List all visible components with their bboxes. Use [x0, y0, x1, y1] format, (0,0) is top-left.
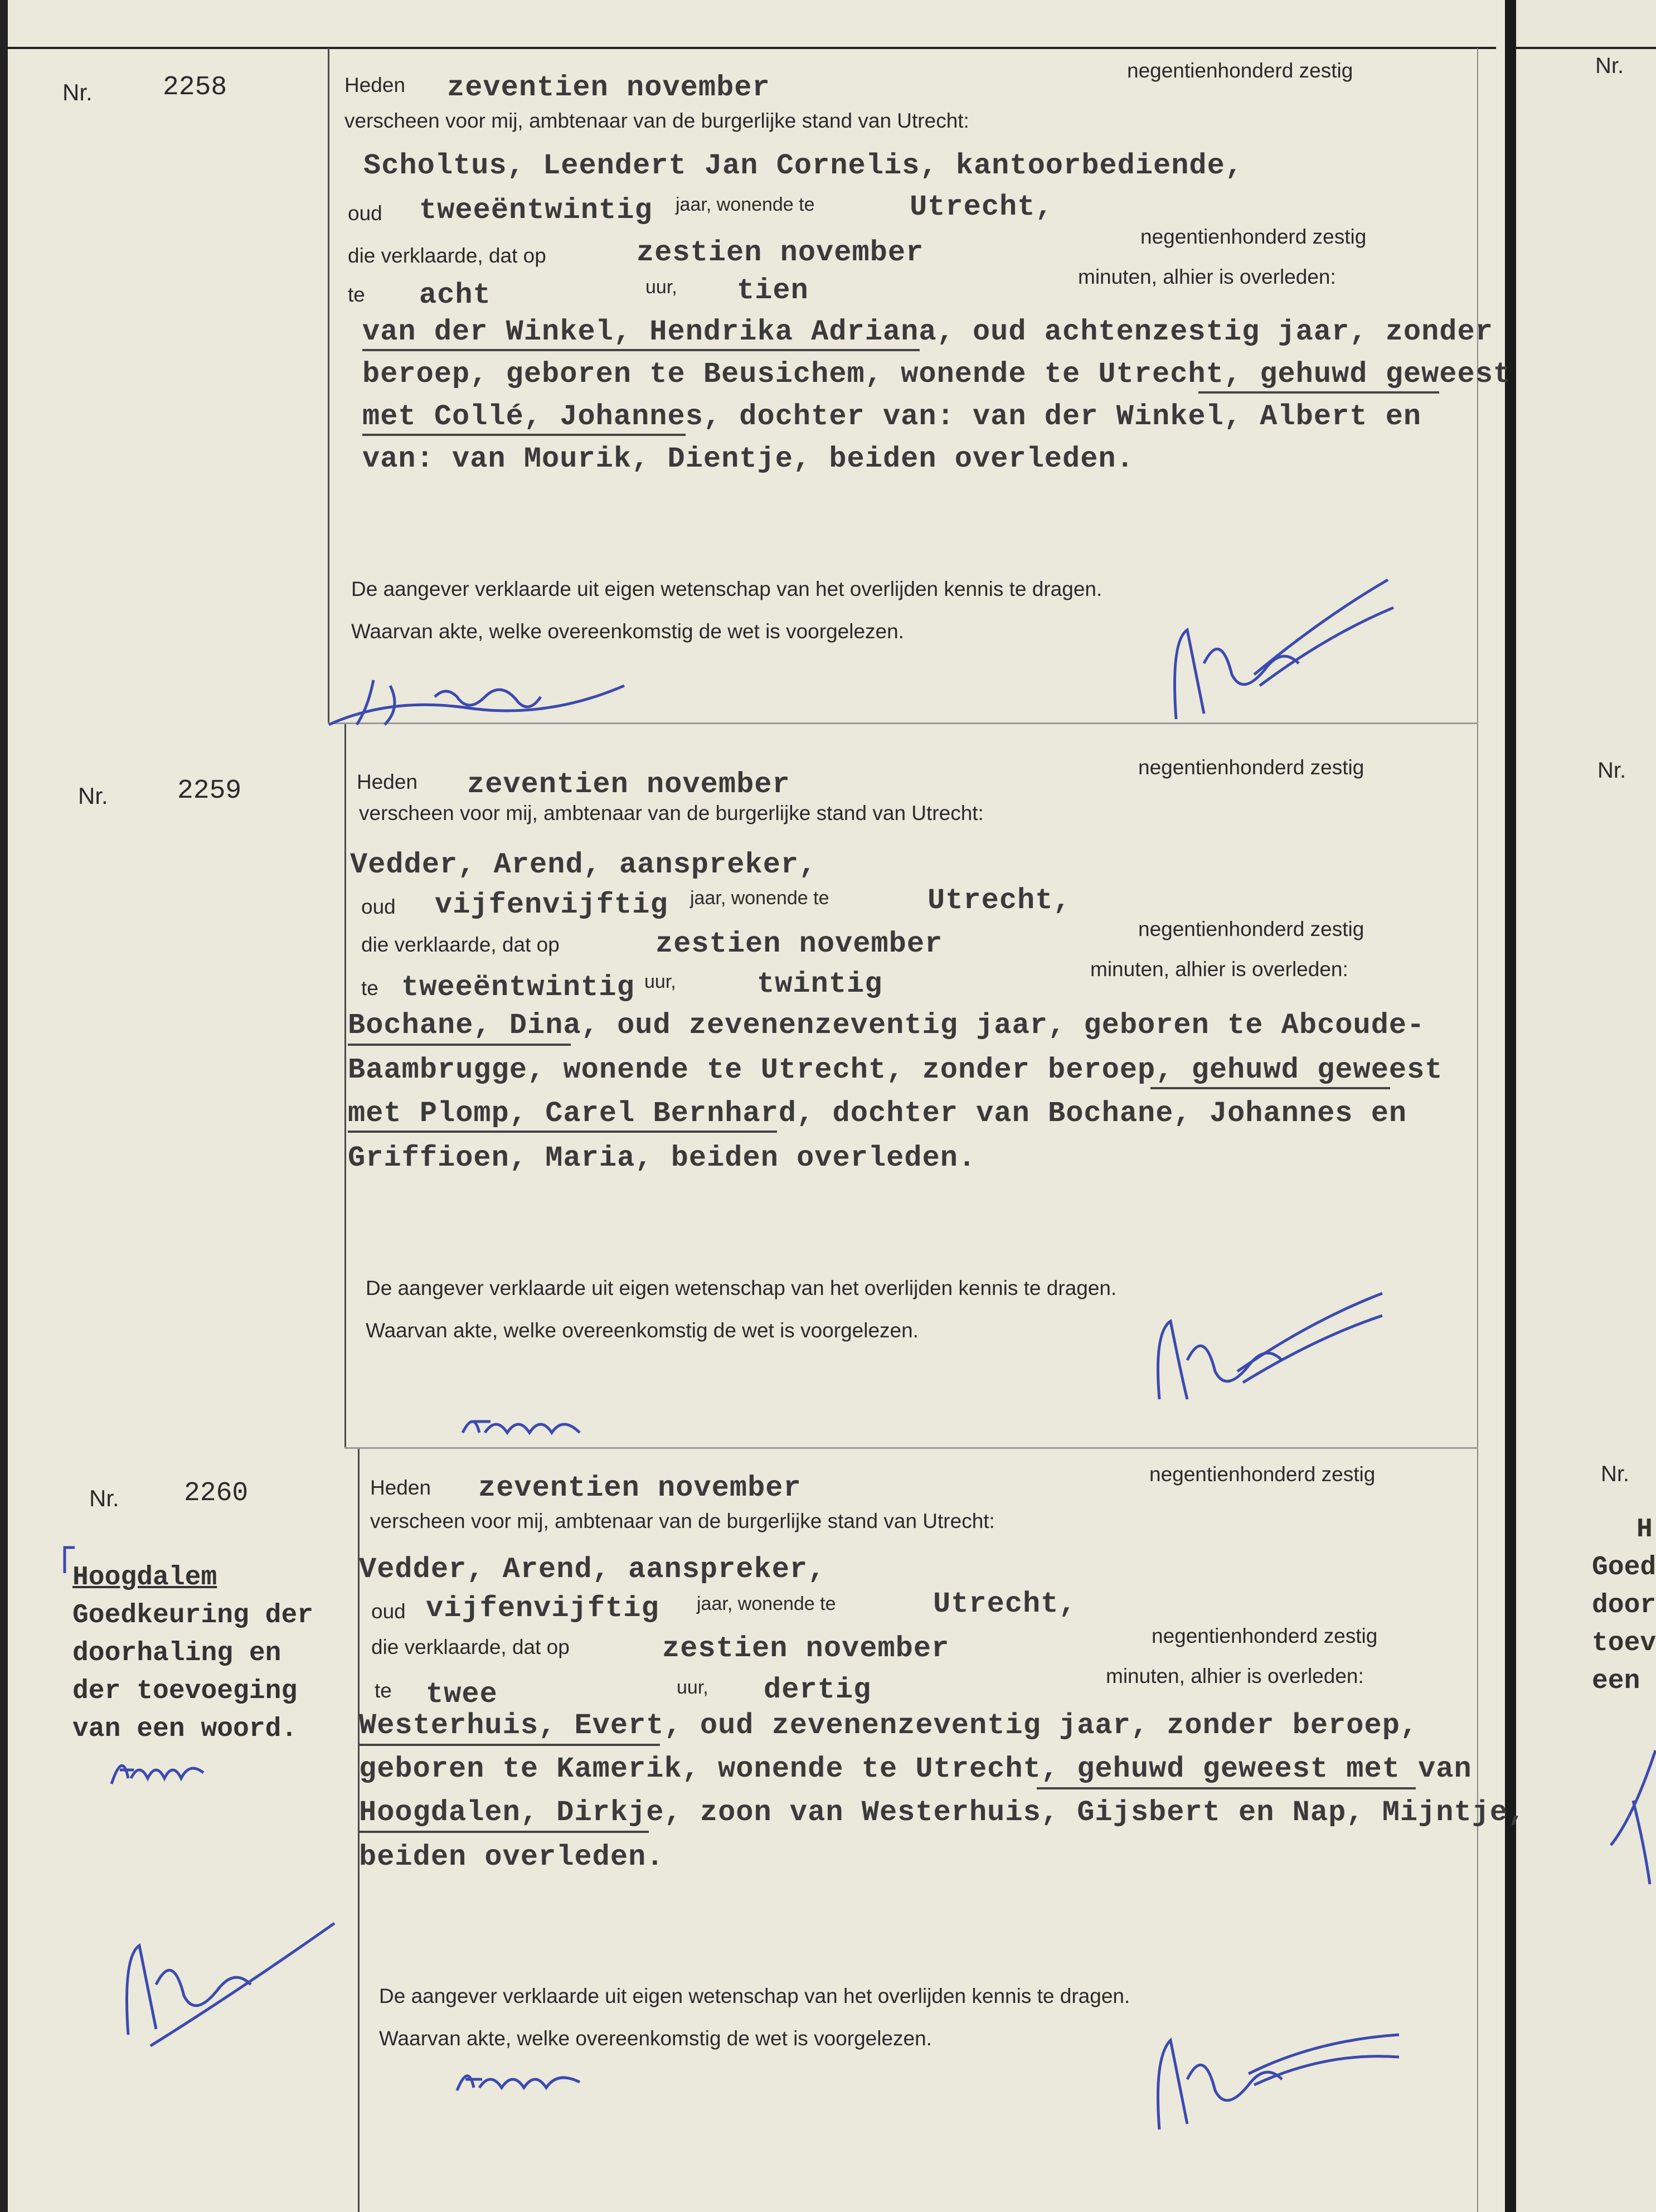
body-line-1: Westerhuis, Evert, oud zevenenzeventig jaar, zonder beroep,	[359, 1709, 1419, 1742]
deceased-underline	[362, 349, 920, 351]
year-words: negentienhonderd zestig	[1127, 59, 1353, 82]
death-date: zestien november	[637, 236, 924, 269]
marriage-underline-b	[359, 1831, 649, 1833]
te-label: te	[375, 1679, 392, 1702]
oud-label: oud	[361, 895, 396, 918]
residence-label: jaar, wonende te	[676, 194, 815, 215]
marriage-underline-a	[1037, 1787, 1416, 1789]
year-words-2: negentienhonderd zestig	[1138, 918, 1364, 940]
margin-annotation	[72, 1559, 313, 1748]
death-date: zestien november	[662, 1632, 950, 1665]
death-hour: tweeëntwintig	[401, 971, 635, 1004]
closing-line-2: Waarvan akte, welke overeenkomstig de wet is voorgelezen.	[366, 1319, 919, 1342]
heden-label: Heden	[370, 1476, 431, 1499]
death-minutes: dertig	[764, 1673, 872, 1706]
declared-label: die verklaarde, dat op	[348, 244, 546, 267]
minutes-label: minuten, alhier is overleden:	[1106, 1665, 1364, 1687]
declarant-age: vijfenvijftig	[435, 889, 668, 921]
oud-label: oud	[348, 202, 382, 225]
declarant: Scholtus, Leendert Jan Cornelis, kantoorbediende,	[363, 149, 1244, 182]
residence-label: jaar, wonende te	[690, 887, 829, 909]
death-minutes: tien	[737, 274, 809, 307]
death-hour: twee	[426, 1678, 498, 1711]
body-line-1: van der Winkel, Hendrika Adriana, oud achtenzestig jaar, zonder	[362, 316, 1493, 348]
body-line-3: met Plomp, Carel Bernhard, dochter van Bochane, Johannes en	[348, 1097, 1407, 1130]
record-number: 2259	[177, 776, 242, 806]
death-minutes: twintig	[757, 968, 883, 1001]
uur-label: uur,	[644, 971, 676, 992]
minutes-label: minuten, alhier is overleden:	[1090, 958, 1348, 981]
death-hour: acht	[419, 279, 491, 312]
declarant-signature	[451, 2057, 608, 2102]
body-line-3: met Collé, Johannes, dochter van: van der Winkel, Albert en	[362, 400, 1422, 433]
declarant-residence: Utrecht,	[910, 191, 1053, 224]
body-line-2: Baambrugge, wonende te Utrecht, zonder beroep, gehuwd geweest	[348, 1054, 1443, 1086]
body-line-3: Hoogdalen, Dirkje, zoon van Westerhuis, Gijsbert en Nap, Mijntje,	[359, 1796, 1526, 1829]
closing-line-1: De aangever verklaarde uit eigen wetenschap van het overlijden kennis te dragen.	[351, 578, 1103, 600]
declarant-signature	[457, 1405, 602, 1444]
deceased-underline	[359, 1744, 660, 1746]
margin-line-2: Goedkeuring der	[72, 1600, 314, 1631]
appearance-line: verscheen voor mij, ambtenaar van de burgerlijke stand van Utrecht:	[370, 1510, 995, 1532]
te-label: te	[348, 283, 365, 306]
next-nr-label-1: Nr.	[1595, 54, 1624, 78]
declarant-signature	[323, 663, 635, 736]
marriage-underline-b	[362, 434, 686, 436]
uur-label: uur,	[645, 276, 677, 298]
appearance-line: verscheen voor mij, ambtenaar van de burgerlijke stand van Utrecht:	[359, 802, 984, 824]
record-number: 2258	[163, 72, 227, 103]
official-signature	[1148, 1973, 1405, 2141]
next-margin-line-3: door	[1592, 1590, 1656, 1621]
body-line-1: Bochane, Dina, oud zevenenzeventig jaar, geboren te Abcoude-	[348, 1009, 1425, 1042]
nr-label: Nr.	[78, 783, 108, 809]
year-words-2: negentienhonderd zestig	[1152, 1624, 1378, 1647]
marriage-underline-a	[1198, 391, 1439, 394]
column-divider-1	[328, 48, 329, 722]
official-signature	[1148, 1282, 1388, 1410]
body-line-4: beiden overleden.	[359, 1841, 664, 1874]
declarant-age: tweeëntwintig	[419, 194, 653, 227]
next-page-signature	[1611, 1734, 1655, 1890]
minutes-label: minuten, alhier is overleden:	[1078, 265, 1336, 288]
nr-label: Nr.	[62, 79, 93, 105]
registration-date: zeventien november	[467, 768, 790, 801]
body-line-4: Griffioen, Maria, beiden overleden.	[348, 1142, 977, 1175]
next-page-margin-note	[1592, 1511, 1656, 1700]
declared-label: die verklaarde, dat op	[371, 1636, 570, 1658]
next-margin-line-4: toev	[1592, 1628, 1656, 1658]
closing-line-1: De aangever verklaarde uit eigen wetenschap van het overlijden kennis te dragen.	[366, 1277, 1117, 1299]
closing-line-2: Waarvan akte, welke overeenkomstig de wet is voorgelezen.	[351, 620, 904, 643]
record-number: 2260	[184, 1478, 249, 1508]
uur-label: uur,	[677, 1677, 708, 1698]
te-label: te	[361, 977, 378, 1000]
declared-label: die verklaarde, dat op	[361, 933, 560, 956]
heden-label: Heden	[357, 770, 418, 793]
deceased-underline	[348, 1044, 571, 1046]
declarant-residence: Utrecht,	[927, 884, 1071, 917]
year-words-2: negentienhonderd zestig	[1140, 225, 1367, 248]
heden-label: Heden	[344, 74, 406, 96]
declarant: Vedder, Arend, aanspreker,	[359, 1553, 826, 1586]
residence-label: jaar, wonende te	[697, 1593, 836, 1614]
next-margin-line-2: Goed	[1592, 1553, 1656, 1583]
next-margin-line-5: een	[1592, 1666, 1640, 1696]
next-nr-label-3: Nr.	[1601, 1462, 1630, 1486]
registration-date: zeventien november	[478, 1472, 802, 1505]
closing-line-1: De aangever verklaarde uit eigen wetenschap van het overlijden kennis te dragen.	[379, 1985, 1130, 2007]
margin-line-4: der toevoeging	[72, 1676, 298, 1706]
body-line-2: geboren te Kamerik, wonende te Utrecht, gehuwd geweest met van	[359, 1753, 1472, 1786]
declarant: Vedder, Arend, aanspreker,	[350, 848, 817, 881]
marriage-underline-b	[348, 1131, 777, 1133]
body-line-2: beroep, geboren te Beusichem, wonende te Utrecht, gehuwd geweest	[362, 358, 1512, 391]
next-margin-line-1: H	[1636, 1515, 1653, 1545]
nr-label: Nr.	[89, 1485, 119, 1511]
margin-official-signature	[117, 1890, 346, 2051]
margin-line-3: doorhaling en	[72, 1638, 281, 1668]
record-separator-2	[344, 1447, 1478, 1449]
death-date: zestien november	[655, 928, 943, 961]
oud-label: oud	[371, 1600, 406, 1623]
binder-edge	[0, 0, 8, 2212]
marriage-underline-a	[1150, 1087, 1390, 1089]
margin-bracket	[60, 1544, 77, 1578]
registration-date: zeventien november	[447, 71, 770, 104]
margin-line-1: Hoogdalem	[72, 1563, 217, 1593]
declarant-age: vijfenvijftig	[426, 1592, 659, 1625]
body-line-4: van: van Mourik, Dientje, beiden overleden.	[362, 443, 1134, 476]
declarant-residence: Utrecht,	[933, 1588, 1077, 1621]
margin-line-5: van een woord.	[72, 1714, 298, 1744]
margin-initials	[106, 1745, 206, 1789]
column-divider-2	[344, 722, 346, 1447]
year-words: negentienhonderd zestig	[1138, 756, 1364, 779]
closing-line-2: Waarvan akte, welke overeenkomstig de wet is voorgelezen.	[379, 2027, 932, 2050]
official-signature	[1165, 574, 1399, 730]
year-words: negentienhonderd zestig	[1149, 1463, 1376, 1486]
next-page-top-rule	[1516, 47, 1656, 49]
next-nr-label-2: Nr.	[1597, 758, 1626, 783]
top-rule	[8, 47, 1496, 49]
appearance-line: verscheen voor mij, ambtenaar van de burgerlijke stand van Utrecht:	[344, 109, 969, 132]
